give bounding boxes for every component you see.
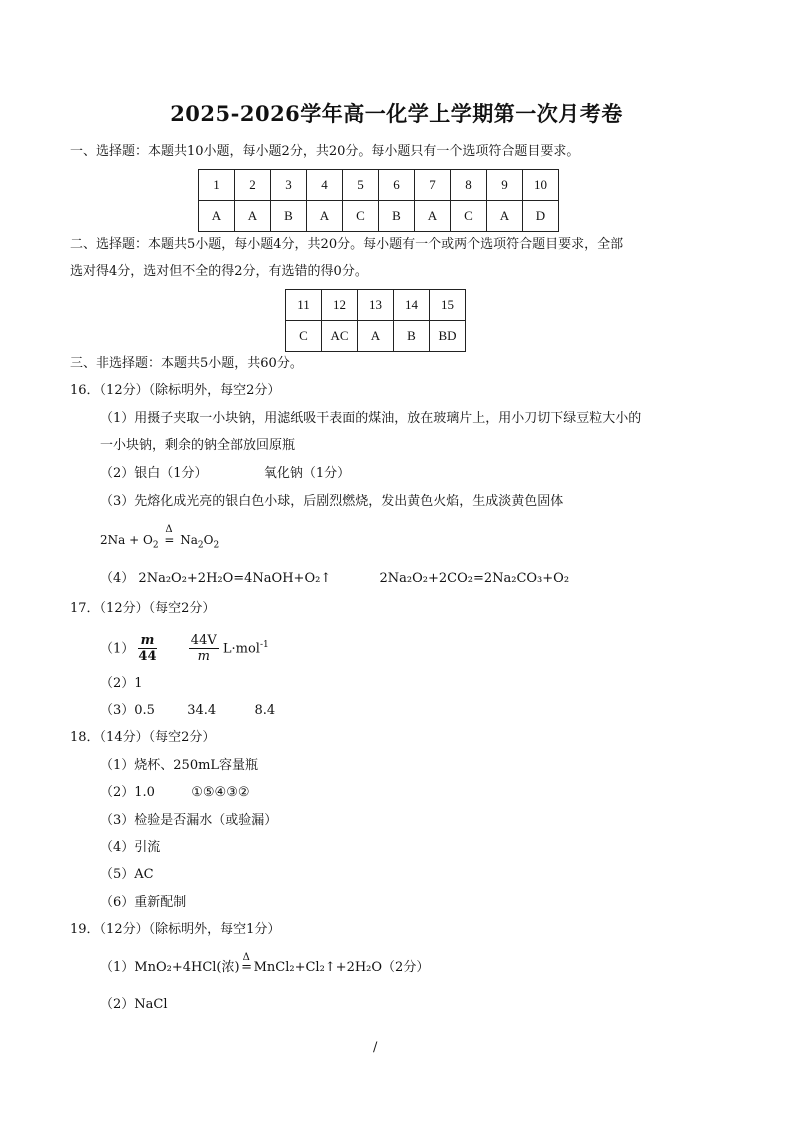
heat-delta-symbol: Δ — [242, 952, 250, 963]
q17-unit-exponent: -1 — [259, 640, 269, 650]
q16-header: 16．（12分）（除标明外，每空2分） — [70, 383, 281, 398]
fraction1-numerator: m — [138, 633, 156, 649]
question-number-cell: 13 — [358, 290, 394, 321]
question-number-cell: 12 — [322, 290, 358, 321]
q17-part2: （2）1 — [100, 676, 143, 691]
q16-eq-right: Na — [180, 533, 198, 547]
q18-part4: （4）引流 — [100, 840, 161, 855]
q19-part1-a: （1）MnO₂+4HCl(浓) — [100, 960, 240, 975]
fraction2-numerator: 44V — [190, 633, 217, 649]
heat-equals-sign: Δ = — [240, 959, 254, 977]
question-number-cell: 3 — [271, 170, 307, 201]
section2-answer-table — [285, 289, 466, 352]
section2-heading-line2: 选对得4分，选对但不全的得2分，有选错的得0分。 — [70, 264, 368, 279]
q16-part4-eq1: 2Na₂O₂+2H₂O=4NaOH+O₂↑ — [138, 571, 332, 586]
answer-cell: B — [394, 321, 430, 352]
page-title: 2025-2026学年高一化学上学期第一次月考卷 — [170, 101, 623, 126]
answer-cell: AC — [322, 321, 358, 352]
answer-cell: A — [358, 321, 394, 352]
q19-header: 19．（12分）（除标明外，每空1分） — [70, 922, 281, 937]
question-number-cell: 11 — [286, 290, 322, 321]
q17-part1-label: （1） — [100, 641, 135, 657]
fraction2-denominator: m — [197, 649, 210, 665]
question-number-cell: 14 — [394, 290, 430, 321]
question-number-cell: 6 — [379, 170, 415, 201]
q18-part2-b: ①⑤④③② — [191, 785, 250, 800]
question-number-cell: 1 — [199, 170, 235, 201]
q19-part1 — [100, 952, 430, 977]
question-number-cell: 2 — [235, 170, 271, 201]
q18-part5: （5）AC — [100, 867, 154, 882]
q17-part3-a: （3）0.5 — [100, 703, 155, 718]
answer-cell: D — [523, 201, 559, 232]
q17-part3-c: 8.4 — [254, 703, 276, 718]
answer-cell: A — [307, 201, 343, 232]
q17-part3-b: 34.4 — [187, 703, 217, 718]
q18-part6: （6）重新配制 — [100, 895, 187, 910]
q16-part4-eq2: 2Na₂O₂+2CO₂=2Na₂CO₃+O₂ — [379, 571, 570, 586]
q17-unit: L·mol — [222, 641, 260, 657]
q16-part3: （3）先熔化成光亮的银白色小球，后剧烈燃烧，发出黄色火焰，生成淡黄色固体 — [100, 494, 564, 509]
question-number-cell: 7 — [415, 170, 451, 201]
question-number-cell: 15 — [430, 290, 466, 321]
q19-part1-b: MnCl₂+Cl₂↑+2H₂O（2分） — [253, 960, 430, 975]
question-number-cell: 5 — [343, 170, 379, 201]
q18-part2-a: （2）1.0 — [100, 785, 155, 800]
answer-cell: A — [487, 201, 523, 232]
section1-answer-table — [198, 169, 559, 232]
q16-equation: $2Na + O_2$ Δ = $Na_2O_2$ — [100, 531, 219, 554]
q16-eq-left: 2Na + O — [100, 533, 153, 547]
q18-part3: （3）检验是否漏水（或验漏） — [100, 813, 278, 828]
q17-fraction-44v-over-m — [189, 633, 219, 664]
answer-cell: C — [451, 201, 487, 232]
answer-cell: BD — [430, 321, 466, 352]
section1-heading: 一、选择题：本题共10小题，每小题2分，共20分。每小题只有一个选项符合题目要求。 — [70, 144, 580, 159]
fraction1-denominator: 44 — [138, 649, 157, 665]
page-footer: / — [373, 1040, 378, 1055]
answer-cell: B — [379, 201, 415, 232]
heat-equals-sign: Δ = — [162, 531, 176, 549]
question-number-cell: 8 — [451, 170, 487, 201]
q16-part4-label: （4） — [100, 571, 135, 586]
q16-part1-line2: 一小块钠，剩余的钠全部放回原瓶 — [100, 438, 296, 453]
q16-part2-answer-b: 氧化钠（1分） — [263, 466, 351, 481]
answer-cell: B — [271, 201, 307, 232]
answer-cell: C — [343, 201, 379, 232]
section3-heading: 三、非选择题：本题共5小题，共60分。 — [70, 356, 303, 371]
answer-cell: C — [286, 321, 322, 352]
question-number-cell: 4 — [307, 170, 343, 201]
q17-part3 — [100, 702, 275, 720]
answer-cell: A — [235, 201, 271, 232]
heat-delta-symbol: Δ — [165, 524, 173, 535]
question-number-cell: 9 — [487, 170, 523, 201]
answer-cell: A — [199, 201, 235, 232]
answer-cell: A — [415, 201, 451, 232]
q17-part1 — [100, 630, 269, 664]
section2-heading-line1: 二、选择题：本题共5小题，每小题4分，共20分。每小题有一个或两个选项符合题目要求，全部 — [70, 237, 624, 252]
question-number-cell: 10 — [523, 170, 559, 201]
q18-part1: （1）烧杯、250mL容量瓶 — [100, 758, 259, 773]
q19-part2: （2）NaCl — [100, 997, 168, 1012]
q17-fraction-m-over-44 — [138, 633, 156, 664]
q18-header: 18．（14分）（每空2分） — [70, 730, 216, 745]
q16-part2-answer-a: （2）银白（1分） — [100, 466, 208, 481]
q16-part4 — [100, 570, 569, 588]
q18-part2 — [100, 784, 250, 802]
q17-header: 17．（12分）（每空2分） — [70, 601, 216, 616]
q16-part2 — [100, 465, 350, 483]
q16-part1-line1: （1）用摄子夹取一小块钠，用滤纸吸干表面的煤油，放在玻璃片上，用小刀切下绿豆粒大小的 — [100, 411, 642, 426]
